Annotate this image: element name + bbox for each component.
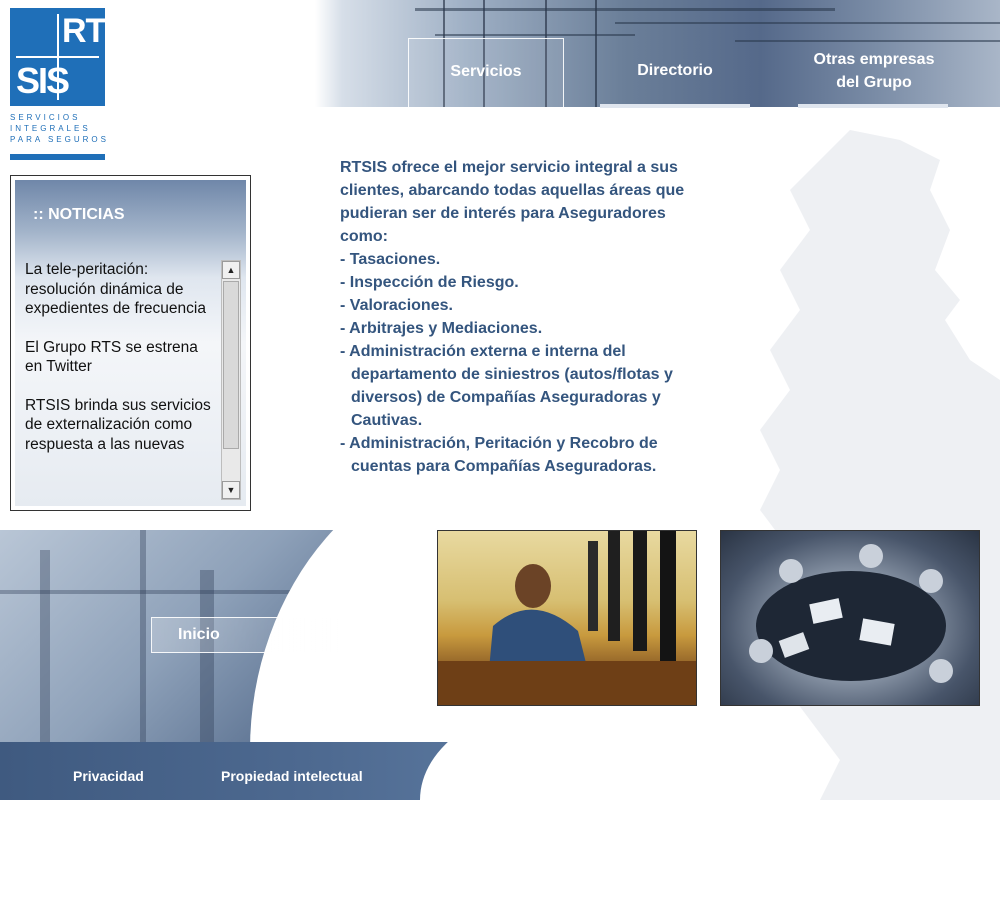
- intro-line: clientes, abarcando todas aquellas áreas que: [340, 182, 685, 199]
- services-description: [340, 156, 720, 478]
- nav-directorio[interactable]: Directorio: [637, 62, 713, 79]
- banner-decoration: [140, 530, 146, 770]
- scroll-down-arrow-icon[interactable]: ▼: [222, 481, 240, 499]
- scroll-up-arrow-icon[interactable]: ▲: [222, 261, 240, 279]
- logo-subtitle-line: INTEGRALES: [10, 124, 91, 133]
- logo-subtitle-line: PARA SEGUROS: [10, 135, 109, 144]
- service-item-continued: departamento de siniestros (autos/flotas y: [351, 366, 673, 383]
- intro-line: como:: [340, 228, 388, 245]
- rtsis-logo[interactable]: [10, 8, 127, 106]
- footer-curve: [420, 700, 720, 900]
- logo-underline: [10, 154, 105, 160]
- news-item[interactable]: El Grupo RTS se estrena en Twitter: [25, 338, 198, 375]
- nav-otras-label-line1: Otras empresas: [813, 51, 935, 68]
- inicio-button[interactable]: Inicio: [151, 617, 341, 653]
- news-list: [25, 260, 217, 473]
- banner-decoration: [40, 550, 50, 750]
- nav-servicios-label: Servicios: [450, 63, 522, 80]
- news-scrollbar[interactable]: [221, 260, 241, 500]
- logo-text-top: RTS: [62, 12, 127, 50]
- service-item: - Arbitrajes y Mediaciones.: [340, 320, 543, 337]
- photo-business-meeting: [720, 530, 980, 706]
- logo-text-bottom: SIS: [16, 60, 69, 101]
- logo-subtitle-line: SERVICIOS: [10, 113, 81, 122]
- news-title: :: NOTICIAS: [33, 206, 125, 223]
- nav-servicios[interactable]: [408, 38, 564, 109]
- intro-line: pudieran ser de interés para Aseguradores: [340, 205, 666, 222]
- photo-business-meeting-illustration: [721, 531, 979, 705]
- logo-divider-horizontal: [16, 56, 99, 58]
- photo-man-at-computer-illustration: [438, 531, 696, 705]
- privacidad-link[interactable]: Privacidad: [73, 768, 144, 784]
- service-item: - Administración, Peritación y Recobro de: [340, 435, 658, 452]
- scrollbar-thumb[interactable]: [223, 281, 239, 449]
- news-item[interactable]: La tele-peritación: resolución dinámica de expedientes de frecuencia: [25, 261, 206, 317]
- service-item: - Administración externa e interna del: [340, 343, 626, 360]
- service-item: - Inspección de Riesgo.: [340, 274, 519, 291]
- banner-decoration: [0, 590, 300, 594]
- news-panel-background: [15, 180, 246, 506]
- logo-subtitle: [10, 112, 110, 145]
- nav-directorio-underline: [600, 104, 750, 108]
- news-item[interactable]: RTSIS brinda sus servicios de externalización como respuesta a las nuevas: [25, 396, 211, 453]
- propiedad-intelectual-link[interactable]: Propiedad intelectual: [221, 768, 363, 784]
- nav-otras-label-line2: del Grupo: [836, 74, 912, 91]
- nav-otras-empresas[interactable]: [798, 48, 950, 94]
- photo-man-at-computer: [437, 530, 697, 706]
- nav-otras-underline: [798, 104, 948, 108]
- service-item: - Tasaciones.: [340, 251, 441, 268]
- service-item: - Valoraciones.: [340, 297, 453, 314]
- service-item-continued: cuentas para Compañías Aseguradoras.: [351, 458, 657, 475]
- news-panel: [10, 175, 251, 511]
- service-item-continued: diversos) de Compañías Aseguradoras y: [351, 389, 661, 406]
- intro-line: RTSIS ofrece el mejor servicio integral a sus: [340, 159, 678, 176]
- service-item-continued: Cautivas.: [351, 412, 423, 429]
